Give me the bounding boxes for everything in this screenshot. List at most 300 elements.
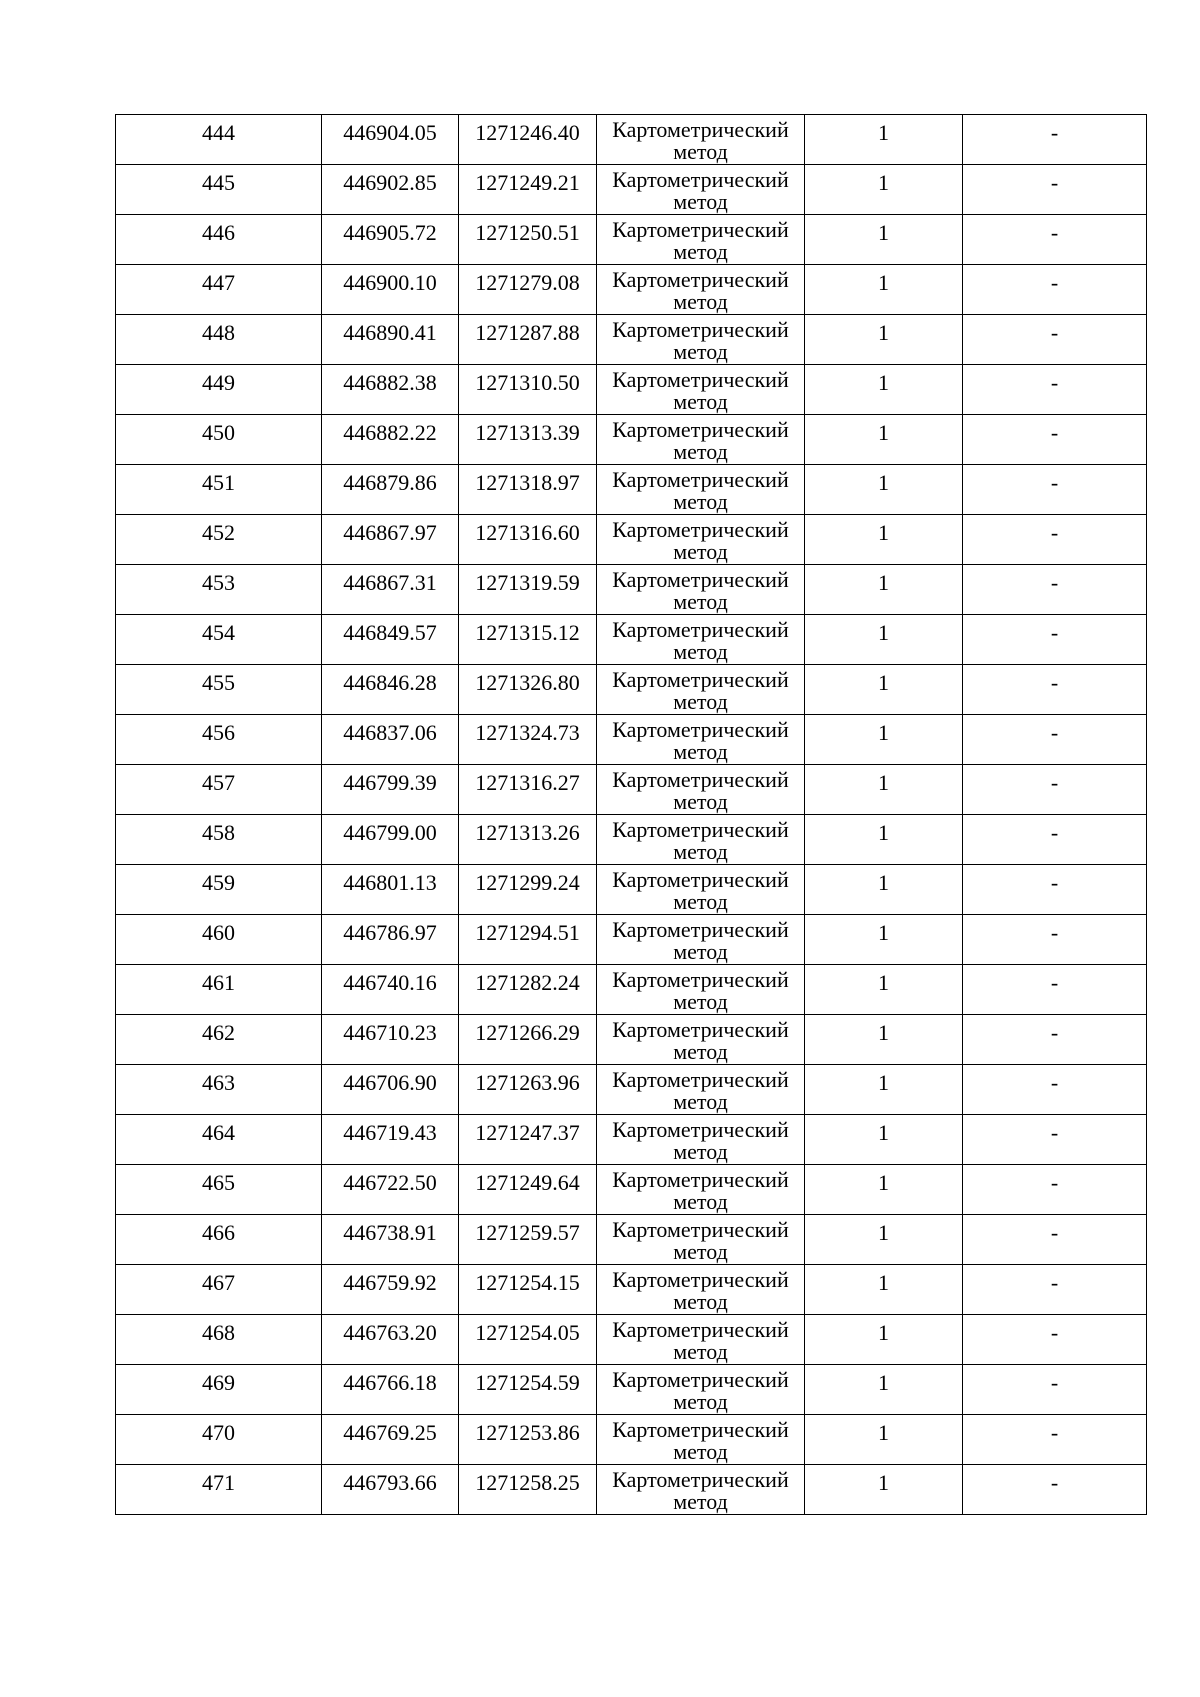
table-row (116, 515, 1147, 565)
note-text: - (1050, 620, 1059, 645)
y-coordinate-cell (459, 115, 597, 165)
accuracy-text: 1 (878, 620, 889, 645)
accuracy-text: 1 (878, 1420, 889, 1445)
point-number-text: 456 (202, 720, 235, 745)
accuracy-cell (805, 115, 963, 165)
x-coordinate-text: 446706.90 (343, 1070, 437, 1095)
x-coordinate-cell (322, 1465, 459, 1515)
x-coordinate-cell (322, 415, 459, 465)
method-text (597, 565, 804, 613)
table-row (116, 1015, 1147, 1065)
note-text: - (1050, 1170, 1059, 1195)
point-number-cell (116, 915, 322, 965)
method-line-1: Картометрический (612, 767, 789, 792)
accuracy-text: 1 (878, 370, 889, 395)
method-line-2: метод (673, 1089, 728, 1114)
point-number-cell (116, 1315, 322, 1365)
table-row (116, 165, 1147, 215)
method-line-1: Картометрический (612, 417, 789, 442)
method-line-2: метод (673, 1139, 728, 1164)
method-line-1: Картометрический (612, 817, 789, 842)
accuracy-cell (805, 615, 963, 665)
y-coordinate-cell (459, 1115, 597, 1165)
accuracy-text: 1 (878, 1220, 889, 1245)
method-cell (597, 165, 805, 215)
method-text (597, 215, 804, 263)
point-number-text: 470 (202, 1420, 235, 1445)
accuracy-text: 1 (878, 1320, 889, 1345)
method-line-2: метод (673, 1189, 728, 1214)
accuracy-text: 1 (878, 1070, 889, 1095)
x-coordinate-text: 446710.23 (343, 1020, 437, 1045)
x-coordinate-text: 446769.25 (343, 1420, 437, 1445)
note-text: - (1050, 370, 1059, 395)
method-cell (597, 665, 805, 715)
method-line-2: метод (673, 989, 728, 1014)
accuracy-text: 1 (878, 170, 889, 195)
x-coordinate-text: 446867.31 (343, 570, 437, 595)
y-coordinate-cell (459, 365, 597, 415)
x-coordinate-text: 446900.10 (343, 270, 437, 295)
x-coordinate-text: 446904.05 (343, 120, 437, 145)
method-line-1: Картометрический (612, 717, 789, 742)
y-coordinate-cell (459, 1365, 597, 1415)
point-number-text: 463 (202, 1070, 235, 1095)
method-line-2: метод (673, 1439, 728, 1464)
method-line-1: Картометрический (612, 917, 789, 942)
method-line-1: Картометрический (612, 1467, 789, 1492)
method-line-2: метод (673, 839, 728, 864)
note-text: - (1050, 1270, 1059, 1295)
method-text (597, 1265, 804, 1313)
note-cell (963, 1065, 1147, 1115)
note-cell (963, 1365, 1147, 1415)
method-cell (597, 515, 805, 565)
accuracy-text: 1 (878, 320, 889, 345)
x-coordinate-text: 446849.57 (343, 620, 437, 645)
method-cell (597, 1465, 805, 1515)
method-text (597, 1315, 804, 1363)
table-row (116, 815, 1147, 865)
y-coordinate-text: 1271249.21 (475, 170, 580, 195)
note-text: - (1050, 320, 1059, 345)
accuracy-text: 1 (878, 1270, 889, 1295)
x-coordinate-text: 446719.43 (343, 1120, 437, 1145)
y-coordinate-text: 1271258.25 (475, 1470, 580, 1495)
point-number-cell (116, 415, 322, 465)
accuracy-cell (805, 415, 963, 465)
y-coordinate-cell (459, 565, 597, 615)
x-coordinate-text: 446738.91 (343, 1220, 437, 1245)
table-row (116, 415, 1147, 465)
accuracy-cell (805, 1465, 963, 1515)
accuracy-cell (805, 1265, 963, 1315)
method-line-2: метод (673, 289, 728, 314)
x-coordinate-text: 446905.72 (343, 220, 437, 245)
note-cell (963, 665, 1147, 715)
point-number-cell (116, 215, 322, 265)
accuracy-cell (805, 865, 963, 915)
method-text (597, 315, 804, 363)
note-text: - (1050, 1120, 1059, 1145)
point-number-cell (116, 765, 322, 815)
method-line-2: метод (673, 639, 728, 664)
method-cell (597, 1415, 805, 1465)
x-coordinate-text: 446722.50 (343, 1170, 437, 1195)
note-text: - (1050, 570, 1059, 595)
point-number-cell (116, 1065, 322, 1115)
accuracy-cell (805, 515, 963, 565)
accuracy-cell (805, 1065, 963, 1115)
method-text (597, 915, 804, 963)
method-text (597, 165, 804, 213)
accuracy-text: 1 (878, 1120, 889, 1145)
method-line-2: метод (673, 239, 728, 264)
x-coordinate-text: 446882.38 (343, 370, 437, 395)
method-text (597, 1165, 804, 1213)
point-number-cell (116, 1365, 322, 1415)
accuracy-cell (805, 1215, 963, 1265)
y-coordinate-cell (459, 215, 597, 265)
x-coordinate-cell (322, 265, 459, 315)
method-line-2: метод (673, 889, 728, 914)
point-number-cell (116, 1015, 322, 1065)
accuracy-text: 1 (878, 1020, 889, 1045)
note-cell (963, 565, 1147, 615)
note-cell (963, 1415, 1147, 1465)
method-cell (597, 565, 805, 615)
x-coordinate-text: 446786.97 (343, 920, 437, 945)
table-row (116, 1465, 1147, 1515)
point-number-text: 446 (202, 220, 235, 245)
accuracy-text: 1 (878, 570, 889, 595)
note-text: - (1050, 220, 1059, 245)
method-cell (597, 365, 805, 415)
point-number-cell (116, 1415, 322, 1465)
table-row (116, 565, 1147, 615)
note-cell (963, 115, 1147, 165)
point-number-text: 453 (202, 570, 235, 595)
accuracy-cell (805, 1315, 963, 1365)
table-row (116, 765, 1147, 815)
method-text (597, 715, 804, 763)
note-cell (963, 415, 1147, 465)
table-row (116, 915, 1147, 965)
method-line-2: метод (673, 739, 728, 764)
method-line-1: Картометрический (612, 567, 789, 592)
accuracy-text: 1 (878, 1370, 889, 1395)
accuracy-cell (805, 1365, 963, 1415)
table-row (116, 1315, 1147, 1365)
point-number-text: 444 (202, 120, 235, 145)
y-coordinate-cell (459, 815, 597, 865)
y-coordinate-text: 1271326.80 (475, 670, 580, 695)
point-number-cell (116, 565, 322, 615)
note-cell (963, 1215, 1147, 1265)
x-coordinate-cell (322, 915, 459, 965)
point-number-text: 468 (202, 1320, 235, 1345)
note-text: - (1050, 1020, 1059, 1045)
method-line-2: метод (673, 1489, 728, 1514)
y-coordinate-cell (459, 415, 597, 465)
method-line-2: метод (673, 1289, 728, 1314)
x-coordinate-cell (322, 1065, 459, 1115)
method-text (597, 1415, 804, 1463)
method-line-2: метод (673, 1039, 728, 1064)
method-cell (597, 1315, 805, 1365)
y-coordinate-text: 1271254.05 (475, 1320, 580, 1345)
y-coordinate-text: 1271282.24 (475, 970, 580, 995)
x-coordinate-cell (322, 1015, 459, 1065)
table-row (116, 1065, 1147, 1115)
x-coordinate-cell (322, 1315, 459, 1365)
accuracy-text: 1 (878, 770, 889, 795)
method-line-1: Картометрический (612, 217, 789, 242)
point-number-cell (116, 815, 322, 865)
method-text (597, 815, 804, 863)
x-coordinate-cell (322, 1265, 459, 1315)
y-coordinate-cell (459, 1315, 597, 1365)
note-text: - (1050, 870, 1059, 895)
accuracy-text: 1 (878, 920, 889, 945)
method-line-1: Картометрический (612, 867, 789, 892)
note-cell (963, 915, 1147, 965)
accuracy-cell (805, 1115, 963, 1165)
x-coordinate-text: 446793.66 (343, 1470, 437, 1495)
point-number-cell (116, 865, 322, 915)
x-coordinate-cell (322, 1415, 459, 1465)
accuracy-text: 1 (878, 670, 889, 695)
point-number-cell (116, 965, 322, 1015)
point-number-text: 461 (202, 970, 235, 995)
y-coordinate-cell (459, 1065, 597, 1115)
note-cell (963, 315, 1147, 365)
method-line-2: метод (673, 1239, 728, 1264)
point-number-cell (116, 165, 322, 215)
y-coordinate-cell (459, 965, 597, 1015)
y-coordinate-cell (459, 865, 597, 915)
method-cell (597, 315, 805, 365)
note-text: - (1050, 970, 1059, 995)
method-text (597, 1215, 804, 1263)
method-line-1: Картометрический (612, 667, 789, 692)
accuracy-text: 1 (878, 520, 889, 545)
method-text (597, 665, 804, 713)
method-line-2: метод (673, 939, 728, 964)
method-line-1: Картометрический (612, 1267, 789, 1292)
x-coordinate-cell (322, 165, 459, 215)
y-coordinate-cell (459, 465, 597, 515)
y-coordinate-text: 1271250.51 (475, 220, 580, 245)
table-row (116, 1415, 1147, 1465)
method-cell (597, 1365, 805, 1415)
y-coordinate-cell (459, 1265, 597, 1315)
table-row (116, 315, 1147, 365)
y-coordinate-text: 1271254.59 (475, 1370, 580, 1395)
y-coordinate-cell (459, 1465, 597, 1515)
y-coordinate-cell (459, 765, 597, 815)
point-number-text: 450 (202, 420, 235, 445)
x-coordinate-cell (322, 1165, 459, 1215)
x-coordinate-cell (322, 615, 459, 665)
x-coordinate-cell (322, 365, 459, 415)
y-coordinate-text: 1271318.97 (475, 470, 580, 495)
method-line-1: Картометрический (612, 1167, 789, 1192)
method-text (597, 765, 804, 813)
method-text (597, 1365, 804, 1413)
point-number-text: 462 (202, 1020, 235, 1045)
point-number-cell (116, 265, 322, 315)
note-text: - (1050, 1420, 1059, 1445)
method-line-2: метод (673, 439, 728, 464)
x-coordinate-cell (322, 515, 459, 565)
method-text (597, 415, 804, 463)
accuracy-cell (805, 1165, 963, 1215)
x-coordinate-text: 446740.16 (343, 970, 437, 995)
method-line-2: метод (673, 1339, 728, 1364)
x-coordinate-cell (322, 865, 459, 915)
table-row (116, 1365, 1147, 1415)
y-coordinate-text: 1271315.12 (475, 620, 580, 645)
point-number-cell (116, 1465, 322, 1515)
point-number-cell (116, 515, 322, 565)
note-text: - (1050, 1470, 1059, 1495)
method-cell (597, 865, 805, 915)
x-coordinate-cell (322, 115, 459, 165)
table-row (116, 865, 1147, 915)
method-cell (597, 1215, 805, 1265)
note-text: - (1050, 820, 1059, 845)
x-coordinate-text: 446867.97 (343, 520, 437, 545)
accuracy-cell (805, 965, 963, 1015)
accuracy-cell (805, 915, 963, 965)
method-line-2: метод (673, 139, 728, 164)
note-text: - (1050, 920, 1059, 945)
x-coordinate-cell (322, 215, 459, 265)
table-row (116, 1115, 1147, 1165)
accuracy-cell (805, 365, 963, 415)
point-number-cell (116, 1115, 322, 1165)
note-cell (963, 1315, 1147, 1365)
point-number-text: 447 (202, 270, 235, 295)
method-text (597, 115, 804, 163)
method-cell (597, 215, 805, 265)
x-coordinate-cell (322, 715, 459, 765)
x-coordinate-cell (322, 1215, 459, 1265)
point-number-cell (116, 115, 322, 165)
note-text: - (1050, 1320, 1059, 1345)
x-coordinate-text: 446837.06 (343, 720, 437, 745)
accuracy-cell (805, 315, 963, 365)
x-coordinate-text: 446890.41 (343, 320, 437, 345)
y-coordinate-text: 1271294.51 (475, 920, 580, 945)
note-cell (963, 265, 1147, 315)
accuracy-cell (805, 715, 963, 765)
table-row (116, 115, 1147, 165)
coordinates-table-body (116, 115, 1147, 1515)
note-cell (963, 1265, 1147, 1315)
method-line-1: Картометрический (612, 1217, 789, 1242)
method-line-1: Картометрический (612, 517, 789, 542)
point-number-text: 460 (202, 920, 235, 945)
y-coordinate-cell (459, 265, 597, 315)
accuracy-cell (805, 1015, 963, 1065)
accuracy-text: 1 (878, 970, 889, 995)
method-line-1: Картометрический (612, 317, 789, 342)
y-coordinate-cell (459, 1015, 597, 1065)
y-coordinate-text: 1271253.86 (475, 1420, 580, 1445)
x-coordinate-cell (322, 965, 459, 1015)
method-line-1: Картометрический (612, 1017, 789, 1042)
accuracy-text: 1 (878, 470, 889, 495)
note-text: - (1050, 520, 1059, 545)
accuracy-text: 1 (878, 820, 889, 845)
method-line-1: Картометрический (612, 1067, 789, 1092)
point-number-cell (116, 615, 322, 665)
method-text (597, 515, 804, 563)
accuracy-text: 1 (878, 270, 889, 295)
y-coordinate-text: 1271316.60 (475, 520, 580, 545)
note-text: - (1050, 1370, 1059, 1395)
method-line-2: метод (673, 189, 728, 214)
method-cell (597, 915, 805, 965)
note-text: - (1050, 670, 1059, 695)
note-text: - (1050, 770, 1059, 795)
x-coordinate-cell (322, 1365, 459, 1415)
y-coordinate-cell (459, 165, 597, 215)
method-line-1: Картометрический (612, 1317, 789, 1342)
note-text: - (1050, 120, 1059, 145)
y-coordinate-text: 1271313.26 (475, 820, 580, 845)
point-number-text: 455 (202, 670, 235, 695)
y-coordinate-text: 1271279.08 (475, 270, 580, 295)
table-row (116, 1165, 1147, 1215)
method-cell (597, 1115, 805, 1165)
y-coordinate-cell (459, 315, 597, 365)
point-number-text: 452 (202, 520, 235, 545)
method-line-2: метод (673, 489, 728, 514)
method-line-1: Картометрический (612, 1117, 789, 1142)
method-cell (597, 115, 805, 165)
y-coordinate-text: 1271266.29 (475, 1020, 580, 1045)
note-cell (963, 715, 1147, 765)
table-row (116, 665, 1147, 715)
method-line-1: Картометрический (612, 467, 789, 492)
x-coordinate-text: 446799.39 (343, 770, 437, 795)
x-coordinate-text: 446879.86 (343, 470, 437, 495)
table-row (116, 965, 1147, 1015)
y-coordinate-text: 1271259.57 (475, 1220, 580, 1245)
x-coordinate-cell (322, 465, 459, 515)
method-line-1: Картометрический (612, 1417, 789, 1442)
note-cell (963, 815, 1147, 865)
table-row (116, 465, 1147, 515)
method-text (597, 1065, 804, 1113)
method-text (597, 615, 804, 663)
method-cell (597, 1165, 805, 1215)
note-cell (963, 365, 1147, 415)
point-number-text: 469 (202, 1370, 235, 1395)
method-text (597, 965, 804, 1013)
note-text: - (1050, 1220, 1059, 1245)
y-coordinate-text: 1271287.88 (475, 320, 580, 345)
point-number-cell (116, 665, 322, 715)
point-number-text: 449 (202, 370, 235, 395)
accuracy-text: 1 (878, 420, 889, 445)
x-coordinate-cell (322, 815, 459, 865)
method-line-2: метод (673, 389, 728, 414)
note-cell (963, 1465, 1147, 1515)
